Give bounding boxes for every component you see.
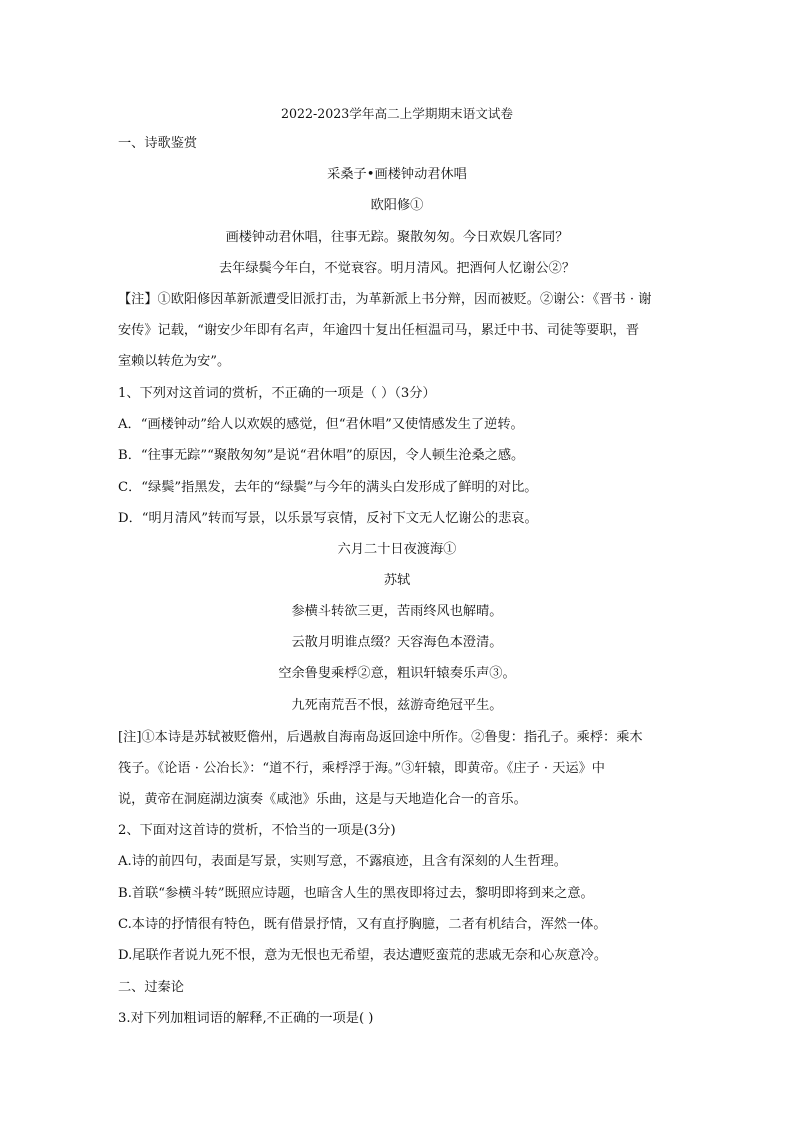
poem1-note-line: 室赖以转危为安”。 xyxy=(118,354,231,369)
poem1-line: 去年绿鬓今年白，不觉衰容。明月清风。把酒何人忆谢公②？ xyxy=(218,261,576,276)
question2-option-a: A.诗的前四句，表面是写景，实则写意，不露痕迹，且含有深刻的人生哲理。 xyxy=(118,854,567,869)
question1-option-a: A．“画楼钟动”给人以欢娱的感觉，但“君休唱”又使情感发生了逆转。 xyxy=(118,417,524,432)
question1-option-c: C．“绿鬓”指黑发，去年的“绿鬓”与今年的满头白发形成了鲜明的对比。 xyxy=(118,480,538,495)
poem2-author: 苏轼 xyxy=(383,573,411,588)
question1-option-d: D．“明月清风”转而写景，以乐景写哀情，反衬下文无人忆谢公的悲哀。 xyxy=(118,511,538,526)
question3-stem: 3.对下列加粗词语的解释,不正确的一项是( ) xyxy=(118,1011,374,1026)
exam-title: 2022-2023学年高二上学期期末语文试卷 xyxy=(280,106,514,121)
question1-option-b: B．“往事无踪”“聚散匆匆”是说“君休唱”的原因，令人顿生沧桑之感。 xyxy=(118,448,525,463)
question2-option-c: C.本诗的抒情很有特色，既有借景抒情，又有直抒胸臆，二者有机结合，浑然一体。 xyxy=(118,917,607,932)
section-heading-poetry: 一、诗歌鉴赏 xyxy=(118,136,198,151)
poem2-line: 云散月明谁点缀？天容海色本澄清。 xyxy=(291,635,503,650)
poem1-line: 画楼钟动君休唱，往事无踪。聚散匆匆。今日欢娱几客同？ xyxy=(225,230,569,245)
poem2-title: 六月二十日夜渡海① xyxy=(337,542,457,557)
question1-stem: 1、下列对这首词的赏析，不正确的一项是（ ）（3分） xyxy=(118,386,436,401)
poem1-title: 采桑子•画楼钟动君休唱 xyxy=(327,167,467,182)
poem2-line: 参横斗转欲三更，苦雨终风也解晴。 xyxy=(291,604,503,619)
poem1-note-line: 安传》记载，“谢安少年即有名声，年逾四十复出任桓温司马，累迁中书、司徒等要职，晋 xyxy=(118,323,640,338)
question2-option-b: B.首联“参横斗转”既照应诗题，也暗含人生的黑夜即将过去，黎明即将到来之意。 xyxy=(118,886,594,901)
poem1-note-line: 【注】①欧阳修因革新派遭受旧派打击，为革新派上书分辩，因而被贬。②谢公：《晋书 · 谢 xyxy=(118,292,652,307)
poem2-note-line: 说，黄帝在洞庭湖边演奏《咸池》乐曲，这是与天地造化合一的音乐。 xyxy=(118,792,527,807)
section-heading-guoqinlun: 二、过秦论 xyxy=(118,980,184,995)
poem2-line: 九死南荒吾不恨，兹游奇绝冠平生。 xyxy=(291,698,503,713)
poem2-note-line: [注]①本诗是苏轼被贬儋州，后遇赦自海南岛返回途中所作。②鲁叟：指孔子。乘桴：乘木 xyxy=(118,730,643,745)
question2-stem: 2、下面对这首诗的赏析，不恰当的一项是(3分) xyxy=(118,823,396,838)
poem2-note-line: 筏子。《论语 · 公冶长》：“道不行，乘桴浮于海。”③轩辕，即黄帝。《庄子 · 天运》中 xyxy=(118,761,605,776)
poem2-line: 空余鲁叟乘桴②意，粗识轩辕奏乐声③。 xyxy=(278,666,516,681)
question2-option-d: D.尾联作者说九死不恨，意为无恨也无希望，表达遭贬蛮荒的悲戚无奈和心灰意冷。 xyxy=(118,948,608,963)
poem1-author: 欧阳修① xyxy=(370,198,424,213)
